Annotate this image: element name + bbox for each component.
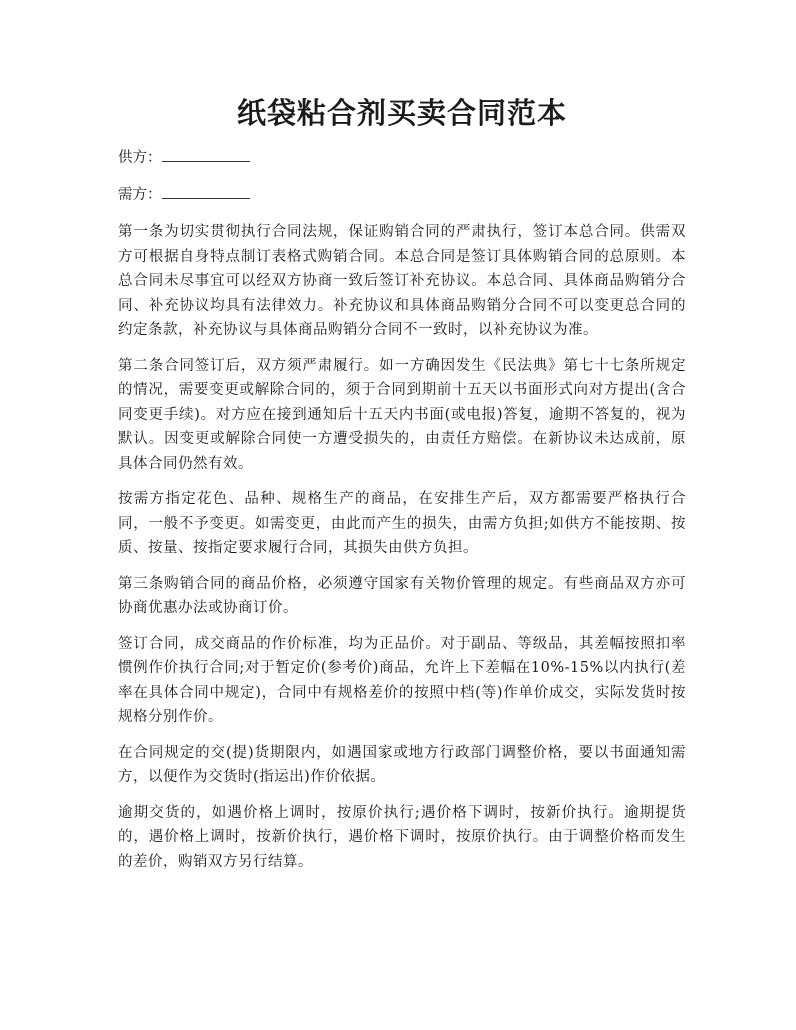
supplier-line [118, 146, 686, 170]
paragraph-article-1: 第一条为切实贯彻执行合同法规，保证购销合同的严肃执行，签订本总合同。供需双方可根据自身特点制订表格式购销合同。本总合同是签订具体购销合同的总原则。本总合同未尽事宜可以经双方协商一致后签订补充协议。本总合同、具体商品购销分合同、补充协议均具有法律效力。补充协议和具体商品购销分合同不可以变更总合同的约定条款，补充协议与具体商品购销分合同不一致时，以补充协议为准。 [118, 224, 686, 338]
buyer-label: 需方： [118, 187, 162, 203]
paragraph-price-adjustment: 在合同规定的交(提)货期限内，如遇国家或地方行政部门调整价格，要以书面通知需方，以便作为交货时(指运出)作价依据。 [118, 744, 686, 785]
supplier-blank [162, 147, 250, 162]
paragraph-article-2: 第二条合同签订后，双方须严肃履行。如一方确因发生《民法典》第七十七条所规定的情况，需要变更或解除合同的，须于合同到期前十五天以书面形式向对方提出(含合同变更手续)。对方应在接到通知后十五天内书面(或电报)答复，逾期不答复的，视为默认。因变更或解除合同使一方遭受损失的，由责任方赔偿。在新协议未达成前，原具体合同仍然有效。 [118, 357, 686, 472]
buyer-line [118, 183, 686, 207]
buyer-blank [162, 184, 250, 199]
paragraph-article-3: 第三条购销合同的商品价格，必须遵守国家有关物价管理的规定。有些商品双方亦可协商优惠办法或协商订价。 [118, 575, 686, 616]
document-title: 纸袋粘合剂买卖合同范本 [236, 96, 567, 130]
supplier-label: 供方： [118, 150, 162, 166]
paragraph-custom-goods: 按需方指定花色、品种、规格生产的商品，在安排生产后，双方都需要严格执行合同，一般不予变更。如需变更，由此而产生的损失，由需方负担;如供方不能按期、按质、按量、按指定要求履行合同，其损失由供方负担。 [118, 491, 686, 556]
paragraph-pricing-standard: 签订合同，成交商品的作价标准，均为正品价。对于副品、等级品，其差幅按照扣率惯例作价执行合同;对于暂定价(参考价)商品，允许上下差幅在10%-15%以内执行(差率在具体合同中规定)，合同中有规格差价的按照中档(等)作单价成交，实际发货时按规格分别作价。 [118, 635, 686, 725]
paragraph-late-delivery: 逾期交货的，如遇价格上调时，按原价执行;遇价格下调时，按新价执行。逾期提货的，遇价格上调时，按新价执行，遇价格下调时，按原价执行。由于调整价格而发生的差价，购销双方另行结算。 [118, 804, 686, 870]
